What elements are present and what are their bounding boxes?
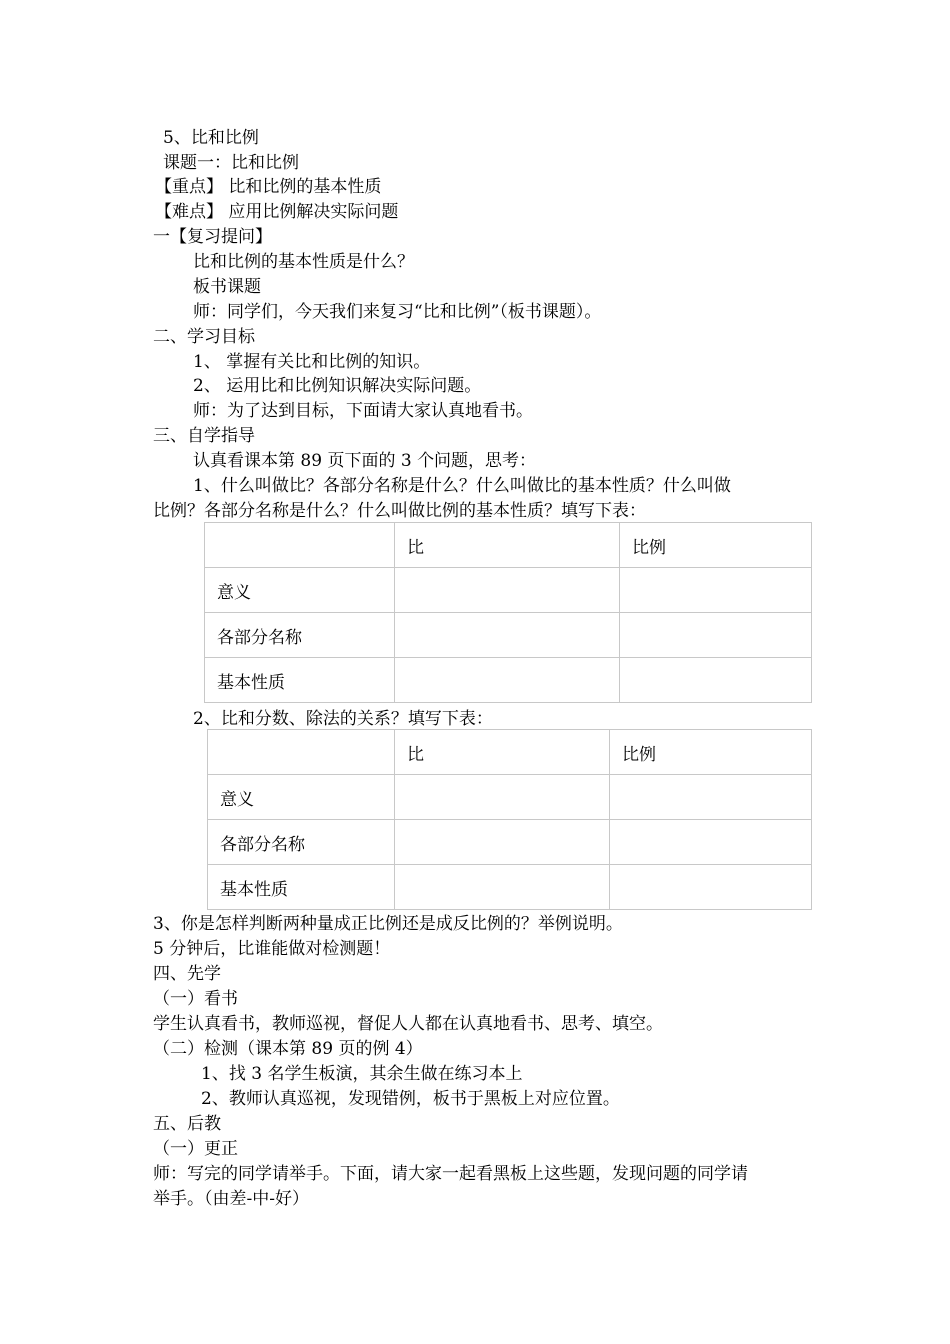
column-header-ratio: 比: [395, 523, 620, 568]
table-header-row: [208, 730, 812, 775]
check-step-1: 1、找 3 名学生板演，其余生做在练习本上: [201, 1064, 523, 1084]
heading-review: 一【复习提问】: [153, 227, 272, 247]
row-label-basic-property: 基本性质: [208, 865, 395, 910]
objective-2: 2、 运用比和比例知识解决实际问题。: [193, 376, 482, 396]
table-row: [208, 865, 812, 910]
time-prompt: 5 分钟后，比谁能做对检测题！: [153, 939, 391, 959]
table-row: [205, 658, 812, 703]
correction-text-line-1: 师：写完的同学请举手。下面，请大家一起看黑板上这些题，发现问题的同学请: [153, 1164, 748, 1184]
answer-cell[interactable]: [610, 775, 812, 820]
heading-learn-first: 四、先学: [153, 964, 221, 984]
answer-cell[interactable]: [395, 658, 620, 703]
check-step-2: 2、教师认真巡视，发现错例，板书于黑板上对应位置。: [201, 1089, 620, 1109]
reading-description: 学生认真看书，教师巡视，督促人人都在认真地看书、思考、填空。: [153, 1014, 663, 1034]
topic-title: 课题一：比和比例: [163, 153, 299, 173]
answer-cell[interactable]: [620, 658, 812, 703]
review-question: 比和比例的基本性质是什么？: [193, 252, 414, 272]
fill-in-table-1: [204, 522, 812, 703]
answer-cell[interactable]: [620, 568, 812, 613]
table-header-row: [205, 523, 812, 568]
fill-in-table-2: [207, 729, 812, 910]
answer-cell[interactable]: [395, 613, 620, 658]
row-label-part-names: 各部分名称: [208, 820, 395, 865]
heading-teach-after: 五、后教: [153, 1114, 221, 1134]
question-2: 2、比和分数、除法的关系？填写下表：: [193, 709, 493, 729]
answer-cell[interactable]: [610, 865, 812, 910]
row-label-basic-property: 基本性质: [205, 658, 395, 703]
table-row: [208, 775, 812, 820]
table-row: [205, 568, 812, 613]
column-header-ratio: 比: [395, 730, 610, 775]
objective-1: 1、 掌握有关比和比例的知识。: [193, 352, 431, 372]
table-row: [205, 613, 812, 658]
answer-cell[interactable]: [395, 568, 620, 613]
difficult-point: 【难点】 应用比例解决实际问题: [155, 202, 399, 222]
row-label-meaning: 意义: [208, 775, 395, 820]
table-corner-cell: [205, 523, 395, 568]
teacher-reading-instruction: 师：为了达到目标，下面请大家认真地看书。: [193, 401, 533, 421]
answer-cell[interactable]: [610, 820, 812, 865]
question-1-line-1: 1、什么叫做比？各部分名称是什么？什么叫做比的基本性质？什么叫做: [193, 476, 731, 496]
question-3: 3、你是怎样判断两种量成正比例还是成反比例的？举例说明。: [153, 914, 623, 934]
correction-text-line-2: 举手。（由差-中-好）: [153, 1189, 309, 1209]
heading-self-study: 三、自学指导: [153, 426, 255, 446]
study-instruction: 认真看课本第 89 页下面的 3 个问题，思考：: [193, 451, 537, 471]
heading-objectives: 二、学习目标: [153, 327, 255, 347]
teacher-intro: 师：同学们，今天我们来复习“比和比例”（板书课题）。: [193, 302, 602, 322]
table-row: [208, 820, 812, 865]
subheading-correction: （一）更正: [153, 1139, 238, 1159]
column-header-proportion: 比例: [610, 730, 812, 775]
answer-cell[interactable]: [395, 865, 610, 910]
subheading-check: （二）检测（课本第 89 页的例 4）: [153, 1039, 423, 1059]
row-label-meaning: 意义: [205, 568, 395, 613]
row-label-part-names: 各部分名称: [205, 613, 395, 658]
column-header-proportion: 比例: [620, 523, 812, 568]
subheading-read-book: （一）看书: [153, 989, 238, 1009]
answer-cell[interactable]: [395, 775, 610, 820]
answer-cell[interactable]: [620, 613, 812, 658]
question-1-line-2: 比例？各部分名称是什么？什么叫做比例的基本性质？填写下表：: [153, 501, 646, 521]
section-number-title: 5、比和比例: [163, 128, 259, 148]
key-point: 【重点】 比和比例的基本性质: [155, 177, 382, 197]
answer-cell[interactable]: [395, 820, 610, 865]
table-corner-cell: [208, 730, 395, 775]
board-title-note: 板书课题: [193, 277, 261, 297]
